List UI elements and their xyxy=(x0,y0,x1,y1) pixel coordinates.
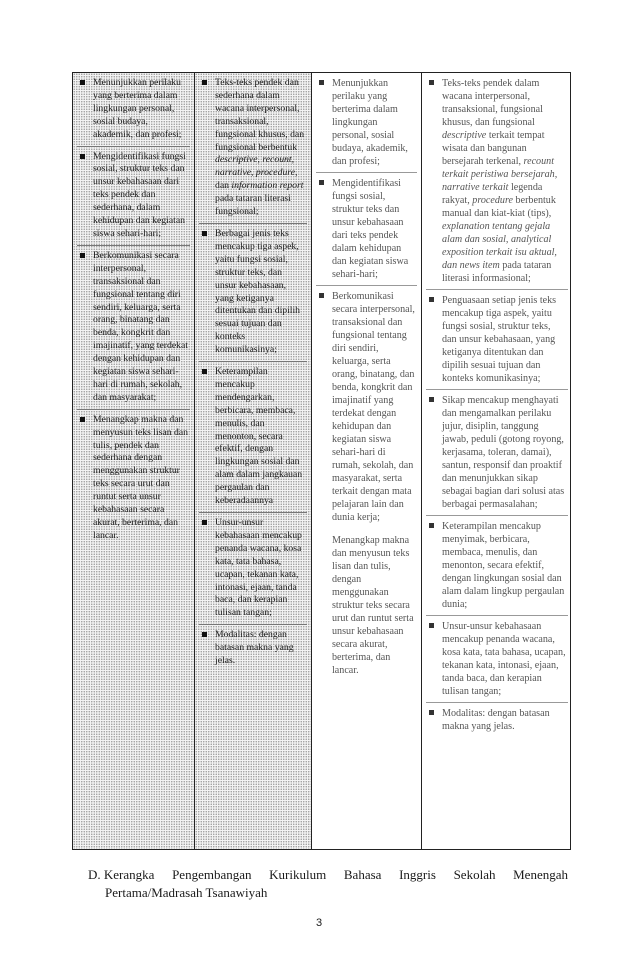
list-item: Berbagai jenis teks mencakup tiga aspek, yaitu fungsi sosial, struktur teks, dan unsur kebahasaan, yang ketiganya ditentukan dan dipilih sesuai tujuan dan konteks komunikasinya; xyxy=(199,228,307,362)
bullet-icon xyxy=(319,180,324,185)
heading-word: Kurikulum xyxy=(269,867,327,882)
bullet-icon xyxy=(202,520,207,525)
list-item: Menangkap makna dan menyusun teks lisan dan tulis, pendek dan sederhana dengan menggunakan struktur teks secara urut dan runtut serta unsur kebahasaan secara akurat, berterima, dan lancar. xyxy=(77,414,190,547)
bullet-icon xyxy=(202,80,207,85)
curriculum-table xyxy=(72,72,571,850)
list-item: Teks-teks pendek dan sederhana dalam wacana interpersonal, transaksional, fungsional khusus, dan fungsional berbentuk descriptive, recount, narrative, procedure, dan information report pada tataran literasi fungsional; xyxy=(199,77,307,224)
list-item: Teks-teks pendek dalam wacana interpersonal, transaksional, fungsional khusus, dan fungsional descriptive terkait tempat wisata dan bangunan bersejarah terkenal, recount terkait peristiwa bersejarah, narrative terkait legenda rakyat, procedure berbentuk manual dan kiat-kiat (tips), explanation tentang gejala alam dan sosial, analytical exposition terkait isu aktual, dan news item pada tataran literasi informasional; xyxy=(426,77,568,290)
bullet-icon xyxy=(202,632,207,637)
bullet-icon xyxy=(429,710,434,715)
section-heading xyxy=(88,866,568,902)
heading-word: Menengah xyxy=(513,867,568,882)
heading-word: D. Kerangka xyxy=(88,867,155,882)
paragraph: Menangkap makna dan menyusun teks lisan dan tulis, dengan menggunakan struktur teks secara urut dan runtut serta unsur kebahasaan secara akurat, berterima, dan lancar. xyxy=(332,535,414,676)
list-item: Menunjukkan perilaku yang berterima dalam lingkungan personal, sosial budaya, akademik, dan profesi; xyxy=(77,77,190,147)
table-column-2 xyxy=(194,73,311,849)
list-item: Mengidentifikasi fungsi sosial, struktur teks dan unsur kebahasaan dari teks pendek dalam kehidupan dan kegiatan siswa sehari-hari; xyxy=(316,177,417,286)
bullet-icon xyxy=(202,231,207,236)
bullet-icon xyxy=(80,80,85,85)
page-number: 3 xyxy=(315,917,323,929)
bullet-icon xyxy=(429,623,434,628)
list-item: Unsur-unsur kebahasaan mencakup penanda wacana, kosa kata, tata bahasa, ucapan, tekanan kata, intonasi, ejaan, tanda baca, dan kerapian tulisan tangan; xyxy=(199,517,307,625)
bullet-icon xyxy=(429,523,434,528)
heading-word: Sekolah xyxy=(453,867,496,882)
bullet-icon xyxy=(80,154,85,159)
heading-word: Bahasa xyxy=(343,867,382,882)
bullet-icon xyxy=(429,297,434,302)
bullet-icon xyxy=(429,397,434,402)
list-item: Keterampilan mencakup menyimak, berbicara, membaca, menulis, dan menonton, secara efektif, dengan lingkungan sosial dan alam dalam lingkup pergaulan dunia; xyxy=(426,520,568,616)
table-column-3 xyxy=(311,73,421,849)
list-item: Berkomunikasi secara interpersonal, transaksional dan fungsional tentang diri sendiri, keluarga, serta orang, binatang dan benda, kongkrit dan imajinatif, yang terdekat dengan kehidupan dan kegiatan siswa sehari-hari di rumah, sekolah, dan masyarakat; xyxy=(77,250,190,410)
list-item: Unsur-unsur kebahasaan mencakup penanda wacana, kosa kata, tata bahasa, ucapan, tekanan kata, intonasi, ejaan, tanda baca, dan kerapian tulisan tangan; xyxy=(426,620,568,703)
bullet-icon xyxy=(319,293,324,298)
heading-word: Inggris xyxy=(399,867,436,882)
table-column-4 xyxy=(421,73,572,849)
bullet-icon xyxy=(80,253,85,258)
heading-word: Pengembangan xyxy=(172,867,252,882)
list-item: Berkomunikasi secara interpersonal, transaksional dan fungsional tentang diri sendiri, keluarga, serta orang, binatang, dan benda, kongkrit dan imajinatif yang terdekat dengan kehidupan dan kegiatan siswa sehari-hari di rumah, sekolah, dan masyarakat, serta terkait dengan mata pelajaran lain dan dunia kerja; xyxy=(316,290,417,528)
bullet-icon xyxy=(202,369,207,374)
bullet-icon xyxy=(80,417,85,422)
list-item: Modalitas: dengan batasan makna yang jelas. xyxy=(199,629,307,672)
table-column-1 xyxy=(73,73,194,849)
list-item: Mengidentifikasi fungsi sosial, struktur teks dan unsur kebahasaan dari teks pendek dan sederhana, dalam kehidupan dan kegiatan siswa sehari-hari; xyxy=(77,151,190,246)
list-item: Sikap mencakup menghayati dan mengamalkan perilaku jujur, disiplin, tanggung jawab, peduli (gotong royong, kerjasama, toleran, damai), santun, responsif dan proaktif dan menunjukkan sikap sebagai bagian dari solusi atas berbagai permasalahan; xyxy=(426,394,568,516)
section-heading-line-2: Pertama/Madrasah Tsanawiyah xyxy=(105,885,268,900)
list-item: Keterampilan mencakup mendengarkan, berbicara, membaca, menulis, dan menonton, secara efektif, dengan lingkungan sosial dan alam dalam jangkauan pergaulan dan keberadaannya xyxy=(199,366,307,513)
list-item: Modalitas: dengan batasan makna yang jelas. xyxy=(426,707,568,737)
section-heading-line-1 xyxy=(88,866,568,884)
bullet-icon xyxy=(429,80,434,85)
list-item: Penguasaan setiap jenis teks mencakup tiga aspek, yaitu fungsi sosial, struktur teks, dan unsur kebahasaan, yang ketiganya ditentukan dan dipilih sesuai tujuan dan konteks komunikasinya; xyxy=(426,294,568,390)
list-item: Menunjukkan perilaku yang berterima dalam lingkungan personal, sosial budaya, akademik, dan profesi; xyxy=(316,77,417,173)
bullet-icon xyxy=(319,80,324,85)
